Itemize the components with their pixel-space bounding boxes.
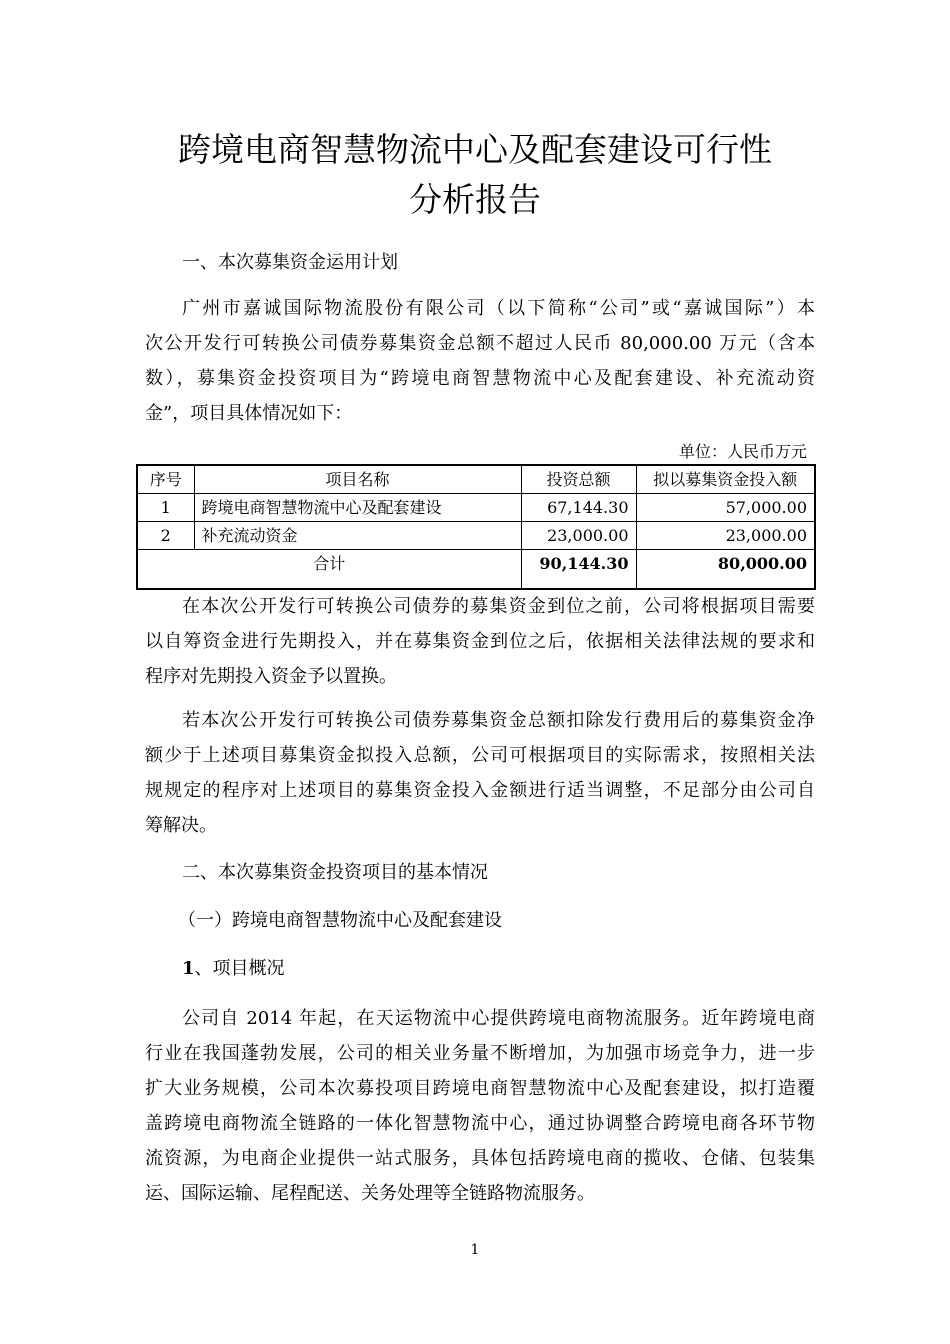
table-unit: 单位：人民币万元 bbox=[678, 442, 807, 461]
table-header-row bbox=[137, 465, 815, 494]
section1-heading: 一、本次募集资金运用计划 bbox=[182, 252, 398, 273]
paragraph-line: 广州市嘉诚国际物流股份有限公司（以下简称“公司”或“嘉诚国际”）本 bbox=[182, 298, 815, 319]
page-number: 1 bbox=[470, 1242, 480, 1258]
subsection-heading: （一）跨境电商智慧物流中心及配套建设 bbox=[178, 910, 502, 931]
paragraph-4 bbox=[145, 1001, 815, 1211]
item-heading bbox=[182, 951, 285, 986]
funding-table bbox=[136, 464, 816, 590]
item-text: 、项目概况 bbox=[194, 958, 285, 979]
paragraph-line: 规规定的程序对上述项目的募集资金投入金额进行适当调整，不足部分由公司自 bbox=[145, 780, 815, 801]
table-row bbox=[137, 522, 815, 550]
cell-project-name: 补充流动资金 bbox=[194, 522, 521, 550]
header-cell: 序号 bbox=[137, 465, 194, 494]
total-investment bbox=[521, 550, 636, 590]
cell-total-investment: 67,144.30 bbox=[521, 494, 636, 522]
paragraph-line: 流资源，为电商企业提供一站式服务，具体包括跨境电商的揽收、仓储、包装集 bbox=[145, 1148, 815, 1169]
cell-total-investment: 23,000.00 bbox=[521, 522, 636, 550]
cell-project-name: 跨境电商智慧物流中心及配套建设 bbox=[194, 494, 521, 522]
section2-heading: 二、本次募集资金投资项目的基本情况 bbox=[182, 862, 488, 883]
item-number: 1 bbox=[182, 958, 195, 979]
table-total-row bbox=[137, 550, 815, 590]
cell-index: 2 bbox=[137, 522, 194, 550]
paragraph-line: 金”，项目具体情况如下： bbox=[145, 403, 353, 424]
total-raised-value: 80,000.00 bbox=[717, 554, 807, 573]
paragraph-line: 筹解决。 bbox=[145, 815, 217, 836]
header-cell: 拟以募集资金投入额 bbox=[636, 465, 815, 494]
paragraph-line: 次公开发行可转换公司债券募集资金总额不超过人民币 80,000.00 万元（含本 bbox=[145, 333, 815, 354]
total-raised-funds bbox=[636, 550, 815, 590]
cell-raised-funds: 23,000.00 bbox=[636, 522, 815, 550]
paragraph-line: 若本次公开发行可转换公司债券募集资金总额扣除发行费用后的募集资金净 bbox=[182, 710, 815, 731]
header-cell: 投资总额 bbox=[521, 465, 636, 494]
paragraph-1 bbox=[145, 291, 815, 431]
paragraph-line: 程序对先期投入资金予以置换。 bbox=[145, 666, 397, 687]
total-investment-value: 90,144.30 bbox=[539, 554, 629, 573]
paragraph-line: 在本次公开发行可转换公司债券的募集资金到位之前，公司将根据项目需要 bbox=[182, 596, 815, 617]
paragraph-line: 以自筹资金进行先期投入，并在募集资金到位之后，依据相关法律法规的要求和 bbox=[145, 631, 815, 652]
paragraph-2 bbox=[145, 589, 815, 694]
paragraph-line: 扩大业务规模，公司本次募投项目跨境电商智慧物流中心及配套建设，拟打造覆 bbox=[145, 1078, 815, 1099]
document-title-line2: 分析报告 bbox=[409, 180, 541, 219]
paragraph-line: 额少于上述项目募集资金拟投入总额，公司可根据项目的实际需求，按照相关法 bbox=[145, 745, 815, 766]
paragraph-line: 行业在我国蓬勃发展，公司的相关业务量不断增加，为加强市场竞争力，进一步 bbox=[145, 1043, 815, 1064]
paragraph-line: 运、国际运输、尾程配送、关务处理等全链路物流服务。 bbox=[145, 1183, 595, 1204]
header-cell: 项目名称 bbox=[194, 465, 521, 494]
paragraph-line: 公司自 2014 年起，在天运物流中心提供跨境电商物流服务。近年跨境电商 bbox=[182, 1008, 815, 1029]
cell-index: 1 bbox=[137, 494, 194, 522]
paragraph-line: 数），募集资金投资项目为“跨境电商智慧物流中心及配套建设、补充流动资 bbox=[145, 368, 815, 389]
paragraph-3 bbox=[145, 703, 815, 843]
table-row bbox=[137, 494, 815, 522]
document-title-line1: 跨境电商智慧物流中心及配套建设可行性 bbox=[178, 130, 772, 169]
cell-raised-funds: 57,000.00 bbox=[636, 494, 815, 522]
paragraph-line: 盖跨境电商物流全链路的一体化智慧物流中心，通过协调整合跨境电商各环节物 bbox=[145, 1113, 815, 1134]
total-label: 合计 bbox=[137, 550, 521, 590]
